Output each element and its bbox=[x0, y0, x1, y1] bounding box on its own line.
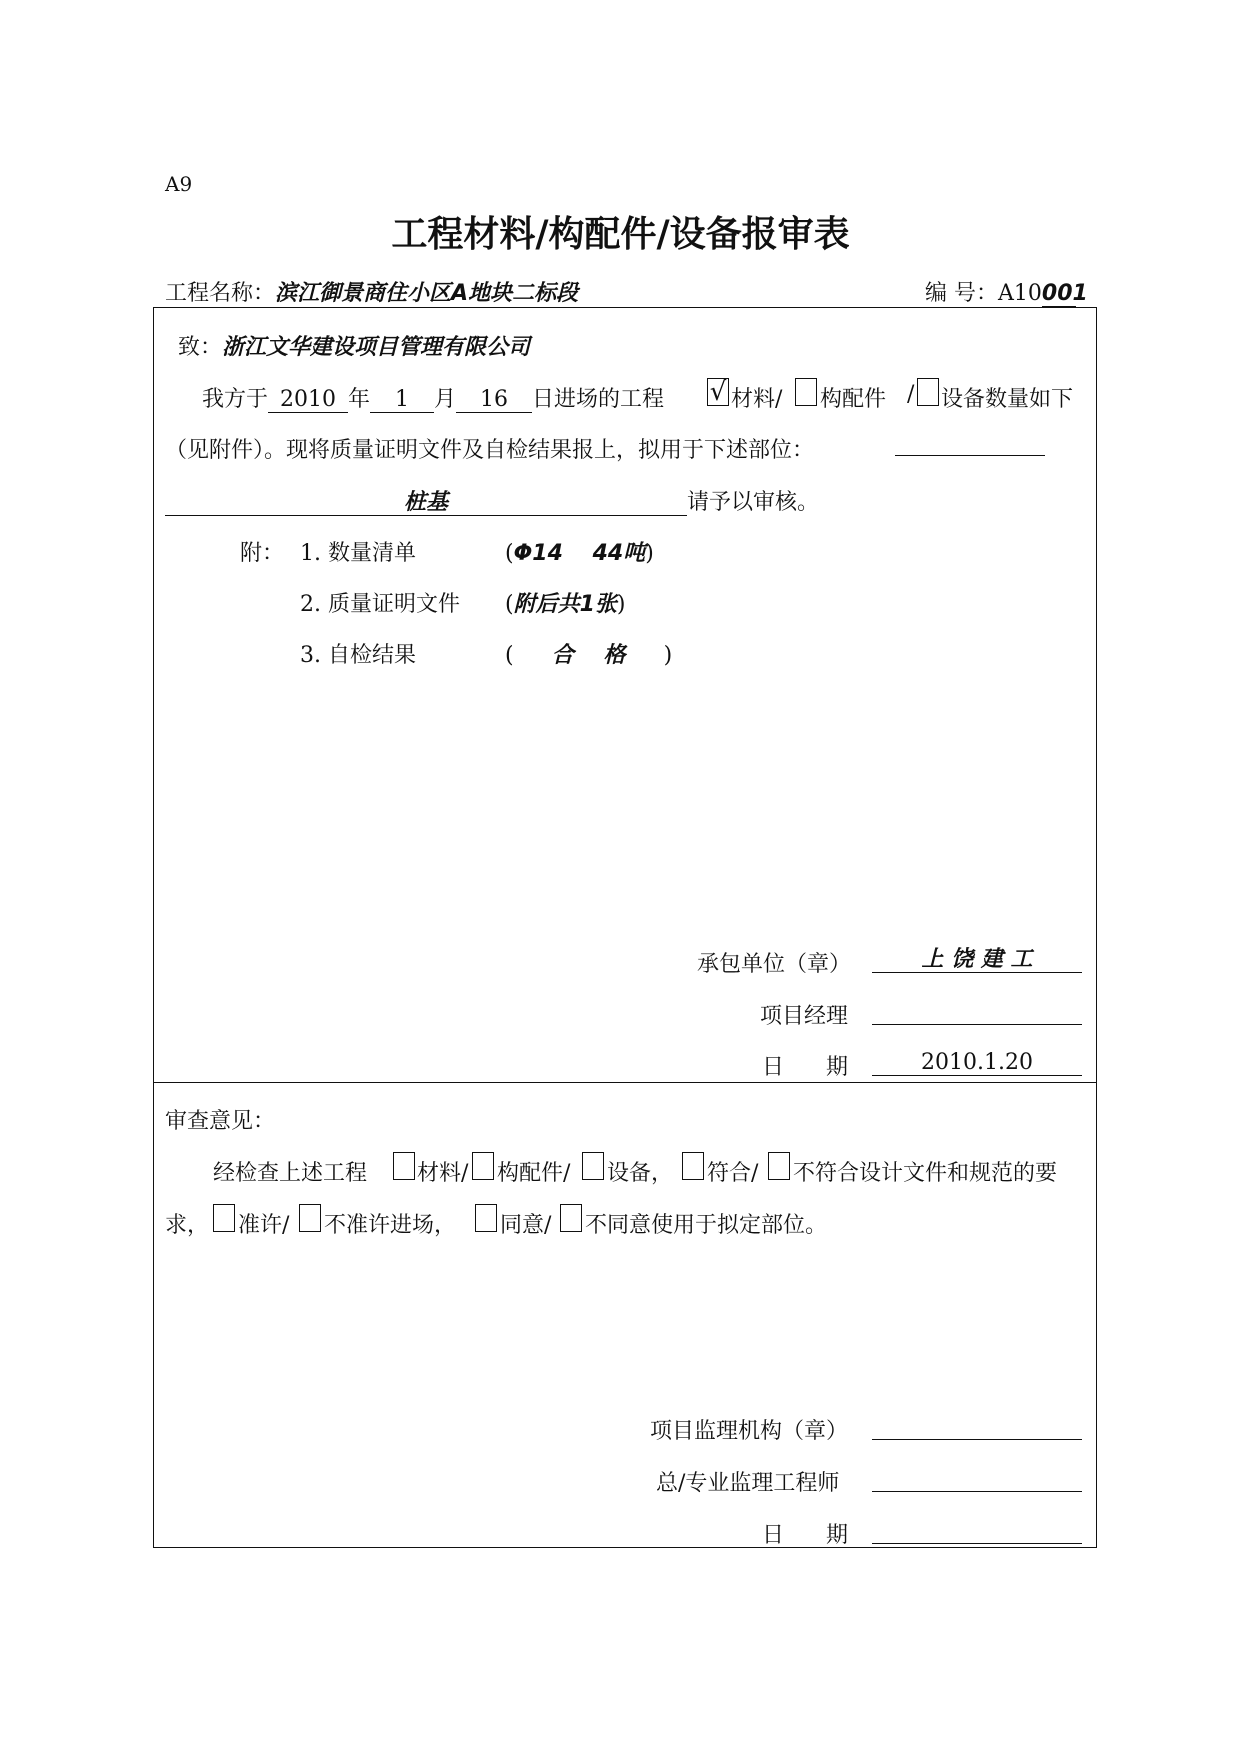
contractor-date-label: 日 期 bbox=[762, 1055, 859, 1080]
review-l2-prefix: 求， bbox=[165, 1213, 210, 1238]
location-line-1 bbox=[895, 455, 1045, 456]
attachment-value: Φ14 44吨 bbox=[513, 541, 646, 566]
form-code: A9 bbox=[165, 172, 193, 196]
attachment-label: 自检结果 bbox=[328, 643, 417, 668]
to-label: 致： bbox=[178, 335, 223, 360]
checkbox-not-permit[interactable] bbox=[299, 1204, 321, 1232]
manager-label: 项目经理 bbox=[760, 1004, 849, 1029]
attachment-num: 2. bbox=[300, 592, 321, 617]
checkbox-review-component[interactable] bbox=[472, 1152, 494, 1180]
manager-field[interactable] bbox=[872, 1024, 1082, 1025]
to-value: 浙江文华建设项目管理有限公司 bbox=[222, 335, 531, 360]
supervision-org-field[interactable] bbox=[872, 1439, 1082, 1440]
review-l1-prefix: 经检查上述工程 bbox=[213, 1161, 368, 1186]
form-number-value: 001 bbox=[1041, 281, 1088, 306]
checkbox-material[interactable]: √ bbox=[707, 378, 729, 406]
project-name-row bbox=[165, 276, 578, 307]
paren-close: ) bbox=[663, 643, 673, 668]
review-conform-label: 符合/ bbox=[707, 1161, 759, 1186]
opt-material-label: 材料/ bbox=[731, 387, 783, 412]
review-date-field[interactable] bbox=[872, 1543, 1082, 1544]
contractor-field[interactable]: 上 饶 建 工 bbox=[872, 948, 1082, 973]
review-disagree-label: 不同意使用于拟定部位。 bbox=[585, 1213, 828, 1238]
checkbox-equipment[interactable] bbox=[917, 378, 939, 406]
form-number bbox=[925, 276, 1088, 307]
paren-open: ( bbox=[505, 541, 514, 566]
paren-open: ( bbox=[505, 643, 514, 668]
location-field[interactable]: 桩基 bbox=[165, 491, 687, 516]
month-field[interactable]: 1 bbox=[370, 388, 434, 413]
attachment-3 bbox=[300, 638, 416, 669]
review-permit-label: 准许/ bbox=[238, 1213, 290, 1238]
contractor-date-wrap bbox=[872, 1050, 1082, 1076]
contractor-date-field[interactable]: 2010.1.20 bbox=[872, 1051, 1082, 1076]
checkbox-disagree[interactable] bbox=[560, 1204, 582, 1232]
attachment-1-value bbox=[505, 536, 654, 567]
attachment-3-value bbox=[505, 638, 672, 669]
paren-close: ) bbox=[645, 541, 654, 566]
checkbox-conform[interactable] bbox=[682, 1152, 704, 1180]
attachment-1 bbox=[300, 536, 416, 567]
addressee bbox=[178, 330, 530, 361]
checkbox-agree[interactable] bbox=[475, 1204, 497, 1232]
checkbox-review-material[interactable] bbox=[393, 1152, 415, 1180]
contractor-label: 承包单位（章） bbox=[697, 952, 852, 977]
review-date-label: 日 期 bbox=[762, 1523, 859, 1548]
request-text: 请予以审核。 bbox=[687, 490, 820, 515]
attachment-label: 数量清单 bbox=[328, 541, 417, 566]
month-unit: 月 bbox=[434, 387, 457, 412]
attachment-value: 合 格 bbox=[551, 643, 626, 668]
page-title: 工程材料/构配件/设备报审表 bbox=[391, 213, 850, 255]
engineer-field[interactable] bbox=[872, 1491, 1082, 1492]
contractor-field-wrap bbox=[872, 947, 1082, 973]
checkbox-component[interactable] bbox=[795, 378, 817, 406]
day-text: 日进场的工程 bbox=[532, 387, 665, 412]
review-notpermit-label: 不准许进场， bbox=[324, 1213, 457, 1238]
attachment-value: 附后共1张 bbox=[513, 592, 617, 617]
review-agree-label: 同意/ bbox=[500, 1213, 552, 1238]
year-field[interactable]: 2010 bbox=[268, 388, 348, 413]
form-number-label: 编 号：A10 bbox=[925, 281, 1042, 306]
opt-equipment-label: 设备数量如下 bbox=[941, 387, 1074, 412]
day-field[interactable]: 16 bbox=[456, 388, 532, 413]
slash-separator: / bbox=[907, 382, 915, 407]
attachment-2-value bbox=[505, 587, 626, 618]
supervision-org-label: 项目监理机构（章） bbox=[650, 1419, 849, 1444]
project-name-value: 滨江御景商住小区A地块二标段 bbox=[275, 281, 579, 306]
paren-open: ( bbox=[505, 592, 514, 617]
project-name-label: 工程名称： bbox=[165, 281, 276, 306]
opt-component-label: 构配件 bbox=[820, 387, 887, 412]
engineer-label: 总/专业监理工程师 bbox=[656, 1471, 840, 1496]
location-row bbox=[165, 485, 819, 516]
attachment-label: 质量证明文件 bbox=[328, 592, 461, 617]
review-material-label: 材料/ bbox=[417, 1161, 469, 1186]
attachment-2 bbox=[300, 587, 460, 618]
review-equipment-label: 设备， bbox=[607, 1161, 674, 1186]
checkbox-permit[interactable] bbox=[213, 1204, 235, 1232]
intro-line bbox=[202, 382, 664, 413]
attachment-num: 3. bbox=[300, 643, 321, 668]
attachment-num: 1. bbox=[300, 541, 321, 566]
checkbox-nonconform[interactable] bbox=[768, 1152, 790, 1180]
review-label: 审查意见： bbox=[165, 1109, 276, 1134]
attach-label: 附： bbox=[240, 541, 285, 566]
checkbox-review-equipment[interactable] bbox=[582, 1152, 604, 1180]
line2-text: （见附件）。现将质量证明文件及自检结果报上，拟用于下述部位： bbox=[165, 438, 815, 463]
review-component-label: 构配件/ bbox=[497, 1161, 571, 1186]
paren-close: ) bbox=[616, 592, 626, 617]
section-divider bbox=[153, 1082, 1097, 1083]
intro-prefix: 我方于 bbox=[202, 387, 269, 412]
review-nonconform-label: 不符合设计文件和规范的要 bbox=[793, 1161, 1058, 1186]
year-unit: 年 bbox=[348, 387, 371, 412]
